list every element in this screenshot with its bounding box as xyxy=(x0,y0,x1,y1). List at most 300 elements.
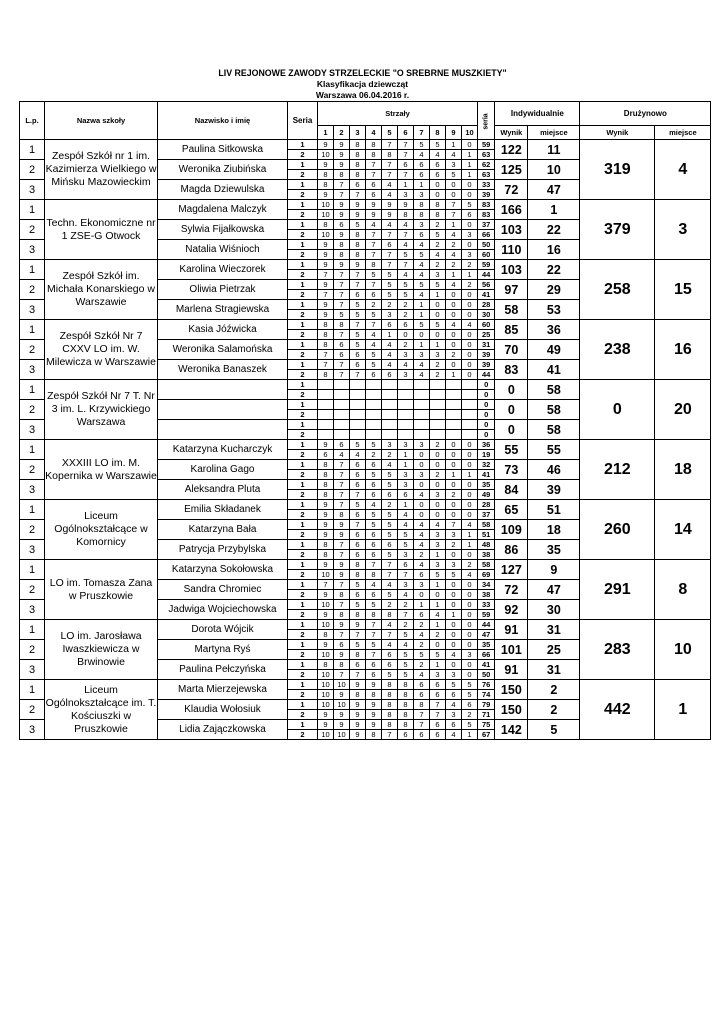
shot-number: 6 xyxy=(398,126,414,140)
individual-result: 70 xyxy=(495,340,528,360)
shot-value: 7 xyxy=(398,140,414,150)
shot-value: 0 xyxy=(462,630,478,640)
school-name: Zespół Szkół Nr 7 CXXV LO im. W. Milewicza w Warszawie xyxy=(45,320,158,380)
shot-value: 5 xyxy=(414,140,430,150)
shot-value: 5 xyxy=(462,720,478,730)
shot-value: 7 xyxy=(366,170,382,180)
shot-value xyxy=(350,400,366,410)
shot-value: 5 xyxy=(414,250,430,260)
shot-value: 2 xyxy=(430,360,446,370)
shot-value: 6 xyxy=(446,720,462,730)
shot-value: 1 xyxy=(398,500,414,510)
shot-value: 7 xyxy=(334,280,350,290)
shot-value: 0 xyxy=(462,310,478,320)
individual-result: 86 xyxy=(495,540,528,560)
shot-value: 6 xyxy=(446,690,462,700)
series-label: 1 xyxy=(288,600,318,610)
individual-place: 47 xyxy=(528,180,580,200)
shooter-lp: 3 xyxy=(20,420,45,440)
shot-value: 6 xyxy=(350,290,366,300)
shot-value: 7 xyxy=(334,330,350,340)
shot-value: 6 xyxy=(366,480,382,490)
shot-value xyxy=(430,380,446,390)
shooter-name: Oliwia Pietrzak xyxy=(158,280,288,300)
shot-value: 8 xyxy=(366,570,382,580)
shot-value: 9 xyxy=(350,200,366,210)
shot-value: 7 xyxy=(350,280,366,290)
shot-value: 6 xyxy=(350,480,366,490)
team-place: 18 xyxy=(655,440,711,500)
shot-number: 1 xyxy=(318,126,334,140)
team-result: 260 xyxy=(580,500,655,560)
individual-place: 1 xyxy=(528,200,580,220)
shot-value: 3 xyxy=(398,190,414,200)
shot-value: 5 xyxy=(398,290,414,300)
series-label: 2 xyxy=(288,410,318,420)
shot-value: 6 xyxy=(382,370,398,380)
shot-value: 7 xyxy=(382,170,398,180)
team-result: 0 xyxy=(580,380,655,440)
shot-value: 0 xyxy=(462,140,478,150)
shot-value: 7 xyxy=(366,250,382,260)
series-sum: 56 xyxy=(478,280,495,290)
shot-value: 0 xyxy=(462,360,478,370)
shot-value: 7 xyxy=(398,170,414,180)
shot-value: 5 xyxy=(366,470,382,480)
shot-value: 10 xyxy=(318,230,334,240)
shooter-lp: 1 xyxy=(20,260,45,280)
shot-value: 0 xyxy=(446,330,462,340)
shot-value: 6 xyxy=(430,690,446,700)
shot-value: 5 xyxy=(398,660,414,670)
shot-value xyxy=(430,410,446,420)
shot-value: 0 xyxy=(462,350,478,360)
school-name: Liceum Ogólnokształcące w Komornicy xyxy=(45,500,158,560)
shot-value: 0 xyxy=(462,480,478,490)
shot-value: 8 xyxy=(334,510,350,520)
shooter-name: Paulina Sitkowska xyxy=(158,140,288,160)
col-name: Nazwisko i imię xyxy=(158,102,288,140)
shot-value xyxy=(334,390,350,400)
shot-value: 1 xyxy=(430,340,446,350)
shot-value xyxy=(350,380,366,390)
team-result: 291 xyxy=(580,560,655,620)
shot-value: 2 xyxy=(430,440,446,450)
shooter-name: Martyna Ryś xyxy=(158,640,288,660)
shot-value: 0 xyxy=(414,500,430,510)
series-label: 2 xyxy=(288,610,318,620)
shot-number: 4 xyxy=(366,126,382,140)
shooter-name: Karolina Gago xyxy=(158,460,288,480)
shot-value: 7 xyxy=(334,540,350,550)
series-sum: 34 xyxy=(478,580,495,590)
shot-value: 6 xyxy=(382,320,398,330)
shot-value: 8 xyxy=(398,210,414,220)
shot-value: 5 xyxy=(462,680,478,690)
shot-value: 0 xyxy=(462,610,478,620)
shot-value: 5 xyxy=(430,280,446,290)
individual-place: 5 xyxy=(528,720,580,740)
shot-value: 9 xyxy=(334,530,350,540)
series-sum: 62 xyxy=(478,160,495,170)
shot-value: 6 xyxy=(366,370,382,380)
table-row xyxy=(20,260,711,270)
series-sum: 37 xyxy=(478,510,495,520)
shot-value: 8 xyxy=(350,170,366,180)
team-place: 3 xyxy=(655,200,711,260)
individual-result: 85 xyxy=(495,320,528,340)
series-sum: 37 xyxy=(478,220,495,230)
shot-value: 9 xyxy=(318,190,334,200)
shot-value: 5 xyxy=(382,510,398,520)
shot-value: 1 xyxy=(414,600,430,610)
shot-value: 0 xyxy=(462,510,478,520)
shot-value: 7 xyxy=(382,160,398,170)
individual-result: 109 xyxy=(495,520,528,540)
shot-value xyxy=(462,380,478,390)
shot-value: 4 xyxy=(382,640,398,650)
individual-place: 10 xyxy=(528,160,580,180)
series-sum: 0 xyxy=(478,380,495,390)
series-label: 2 xyxy=(288,510,318,520)
shot-value: 10 xyxy=(318,680,334,690)
shot-value: 2 xyxy=(462,280,478,290)
series-label: 1 xyxy=(288,460,318,470)
shot-value: 3 xyxy=(446,710,462,720)
document-title: LIV REJONOWE ZAWODY STRZELECKIE "O SREBRNE MUSZKIETY" xyxy=(218,68,507,78)
shot-value: 0 xyxy=(446,460,462,470)
shot-value: 7 xyxy=(350,520,366,530)
shot-value: 7 xyxy=(430,700,446,710)
individual-place: 51 xyxy=(528,500,580,520)
shot-value: 9 xyxy=(318,310,334,320)
shot-value: 4 xyxy=(430,150,446,160)
shot-value: 8 xyxy=(398,700,414,710)
shooter-lp: 1 xyxy=(20,620,45,640)
series-label: 2 xyxy=(288,470,318,480)
document-date: Warszawa 06.04.2016 r. xyxy=(315,90,410,100)
shot-value: 5 xyxy=(366,270,382,280)
shot-value xyxy=(446,380,462,390)
shot-value: 10 xyxy=(318,150,334,160)
shot-value: 7 xyxy=(334,470,350,480)
series-label: 2 xyxy=(288,730,318,740)
individual-result: 103 xyxy=(495,220,528,240)
shot-value: 6 xyxy=(350,360,366,370)
shooter-lp: 2 xyxy=(20,520,45,540)
shooter-name: Jadwiga Wojciechowska xyxy=(158,600,288,620)
shot-value: 9 xyxy=(366,720,382,730)
team-place: 16 xyxy=(655,320,711,380)
col-shots: Strzały xyxy=(318,102,478,126)
series-sum: 28 xyxy=(478,500,495,510)
individual-result: 91 xyxy=(495,660,528,680)
shot-value: 7 xyxy=(318,350,334,360)
shooter-name: Kasia Jóźwicka xyxy=(158,320,288,340)
series-label: 1 xyxy=(288,380,318,390)
col-individual-place: miejsce xyxy=(528,126,580,140)
shot-value: 0 xyxy=(446,450,462,460)
shot-value: 0 xyxy=(398,330,414,340)
shot-value: 0 xyxy=(430,460,446,470)
shot-value: 8 xyxy=(318,330,334,340)
shot-value: 0 xyxy=(446,480,462,490)
series-label: 2 xyxy=(288,710,318,720)
shot-value: 1 xyxy=(462,470,478,480)
table-row xyxy=(20,200,711,210)
shooter-lp: 3 xyxy=(20,360,45,380)
shot-value: 8 xyxy=(318,630,334,640)
col-series-sum-label: seria xyxy=(482,113,490,130)
shot-value: 0 xyxy=(462,440,478,450)
shot-value: 8 xyxy=(318,340,334,350)
col-lp: L.p. xyxy=(20,102,45,140)
shot-value: 4 xyxy=(382,580,398,590)
shot-value xyxy=(430,420,446,430)
shot-value: 7 xyxy=(382,570,398,580)
shot-value: 8 xyxy=(414,210,430,220)
shot-value: 1 xyxy=(430,620,446,630)
individual-place: 11 xyxy=(528,140,580,160)
shot-value: 1 xyxy=(446,140,462,150)
series-sum: 31 xyxy=(478,340,495,350)
shot-value: 0 xyxy=(462,450,478,460)
school-name: Zespół Szkół im. Michała Konarskiego w Warszawie xyxy=(45,260,158,320)
individual-result: 122 xyxy=(495,140,528,160)
shot-value: 9 xyxy=(334,710,350,720)
shot-value: 5 xyxy=(334,310,350,320)
shot-value: 6 xyxy=(430,720,446,730)
shot-value: 5 xyxy=(350,310,366,320)
shot-value: 6 xyxy=(350,530,366,540)
shot-value: 0 xyxy=(430,450,446,460)
table-row xyxy=(20,500,711,510)
shot-number: 2 xyxy=(334,126,350,140)
shot-value: 10 xyxy=(318,600,334,610)
series-label: 1 xyxy=(288,280,318,290)
shot-value: 2 xyxy=(430,470,446,480)
shot-value: 8 xyxy=(318,660,334,670)
shot-value: 4 xyxy=(446,650,462,660)
results-table xyxy=(19,101,711,740)
shot-value: 7 xyxy=(334,580,350,590)
series-sum: 44 xyxy=(478,620,495,630)
series-sum: 49 xyxy=(478,490,495,500)
shot-value xyxy=(398,430,414,440)
shooter-lp: 1 xyxy=(20,320,45,340)
shot-value: 0 xyxy=(446,190,462,200)
shot-value: 9 xyxy=(366,200,382,210)
individual-place: 58 xyxy=(528,420,580,440)
table-row xyxy=(20,620,711,630)
shot-value: 7 xyxy=(334,480,350,490)
shot-value: 0 xyxy=(414,510,430,520)
shot-value: 8 xyxy=(350,690,366,700)
individual-result: 83 xyxy=(495,360,528,380)
shooter-name: Sylwia Fijałkowska xyxy=(158,220,288,240)
shooter-lp: 3 xyxy=(20,720,45,740)
shot-value: 6 xyxy=(366,550,382,560)
shot-value: 8 xyxy=(318,540,334,550)
shot-value: 6 xyxy=(334,340,350,350)
shot-value: 4 xyxy=(334,450,350,460)
shot-value: 3 xyxy=(398,370,414,380)
shot-value: 9 xyxy=(350,620,366,630)
series-label: 1 xyxy=(288,360,318,370)
shot-value xyxy=(318,400,334,410)
shot-value: 6 xyxy=(398,730,414,740)
series-sum: 28 xyxy=(478,300,495,310)
shot-value: 10 xyxy=(318,700,334,710)
shot-value: 8 xyxy=(366,260,382,270)
shot-value: 3 xyxy=(414,190,430,200)
shot-value: 7 xyxy=(446,210,462,220)
shot-value: 9 xyxy=(318,300,334,310)
shot-value xyxy=(382,430,398,440)
shot-value: 7 xyxy=(366,650,382,660)
individual-place: 31 xyxy=(528,620,580,640)
shot-value: 0 xyxy=(462,580,478,590)
shot-value: 0 xyxy=(462,670,478,680)
document-subtitle: Klasyfikacja dziewcząt xyxy=(316,79,409,89)
shot-value: 9 xyxy=(334,150,350,160)
shot-value: 7 xyxy=(334,180,350,190)
shot-value: 4 xyxy=(446,230,462,240)
series-sum: 35 xyxy=(478,640,495,650)
shooter-lp: 3 xyxy=(20,480,45,500)
team-place: 1 xyxy=(655,680,711,740)
series-sum: 33 xyxy=(478,600,495,610)
shooter-lp: 2 xyxy=(20,640,45,660)
shot-value: 4 xyxy=(462,570,478,580)
shot-value: 7 xyxy=(334,370,350,380)
shot-value: 1 xyxy=(462,150,478,160)
shot-value: 5 xyxy=(382,520,398,530)
shot-value: 9 xyxy=(334,140,350,150)
shot-value: 2 xyxy=(398,600,414,610)
series-sum: 50 xyxy=(478,240,495,250)
shot-value: 5 xyxy=(382,280,398,290)
shot-value: 1 xyxy=(446,610,462,620)
shot-value: 4 xyxy=(382,180,398,190)
shot-value: 6 xyxy=(350,540,366,550)
shot-value: 9 xyxy=(334,690,350,700)
school-name: Liceum Ogólnokształcące im. T. Kościuszki w Pruszkowie xyxy=(45,680,158,740)
series-label: 2 xyxy=(288,630,318,640)
results-body xyxy=(20,140,711,740)
shot-value: 4 xyxy=(414,630,430,640)
series-sum: 66 xyxy=(478,650,495,660)
series-sum: 63 xyxy=(478,170,495,180)
shot-value: 7 xyxy=(350,320,366,330)
shot-value: 5 xyxy=(430,650,446,660)
shot-value: 0 xyxy=(446,600,462,610)
shot-value: 5 xyxy=(350,330,366,340)
shot-value: 8 xyxy=(318,170,334,180)
col-school: Nazwa szkoły xyxy=(45,102,158,140)
shot-value: 0 xyxy=(462,490,478,500)
col-series-sum xyxy=(478,102,495,140)
shot-value: 7 xyxy=(382,230,398,240)
shot-value: 1 xyxy=(382,330,398,340)
series-sum: 75 xyxy=(478,720,495,730)
shot-value: 2 xyxy=(382,450,398,460)
shot-value: 0 xyxy=(414,480,430,490)
shooter-name: Paulina Pełczyńska xyxy=(158,660,288,680)
shot-value: 2 xyxy=(446,240,462,250)
series-label: 1 xyxy=(288,340,318,350)
shot-value xyxy=(318,380,334,390)
shot-value: 8 xyxy=(350,160,366,170)
shot-value: 6 xyxy=(398,320,414,330)
individual-place: 58 xyxy=(528,400,580,420)
shooter-lp: 3 xyxy=(20,300,45,320)
series-sum: 60 xyxy=(478,250,495,260)
series-label: 2 xyxy=(288,290,318,300)
individual-result: 0 xyxy=(495,420,528,440)
shot-value: 5 xyxy=(382,530,398,540)
series-label: 2 xyxy=(288,650,318,660)
shot-value: 6 xyxy=(366,190,382,200)
shot-value: 8 xyxy=(366,150,382,160)
shooter-name: Sandra Chromiec xyxy=(158,580,288,600)
shot-value: 6 xyxy=(366,590,382,600)
shot-value: 2 xyxy=(462,260,478,270)
shot-value xyxy=(446,420,462,430)
shot-value: 1 xyxy=(414,340,430,350)
shot-value: 8 xyxy=(350,250,366,260)
shot-value xyxy=(334,400,350,410)
school-name: XXXIII LO im. M. Kopernika w Warszawie xyxy=(45,440,158,500)
shot-value: 7 xyxy=(318,580,334,590)
series-label: 1 xyxy=(288,180,318,190)
shot-value: 0 xyxy=(446,580,462,590)
shot-value xyxy=(398,390,414,400)
shot-value: 5 xyxy=(350,580,366,590)
individual-result: 142 xyxy=(495,720,528,740)
shot-value: 0 xyxy=(446,360,462,370)
shot-value: 4 xyxy=(382,190,398,200)
shot-value: 3 xyxy=(382,440,398,450)
series-sum: 41 xyxy=(478,660,495,670)
shooter-lp: 2 xyxy=(20,280,45,300)
individual-result: 55 xyxy=(495,440,528,460)
col-series: Seria xyxy=(288,102,318,140)
shot-value: 9 xyxy=(382,200,398,210)
shot-value: 2 xyxy=(366,450,382,460)
shot-value: 5 xyxy=(398,280,414,290)
shot-number: 7 xyxy=(414,126,430,140)
series-label: 1 xyxy=(288,320,318,330)
shot-value: 8 xyxy=(350,230,366,240)
shot-value: 0 xyxy=(446,660,462,670)
shot-value xyxy=(334,410,350,420)
shot-value: 5 xyxy=(382,470,398,480)
col-team-result: Wynik xyxy=(580,126,655,140)
shot-value: 2 xyxy=(398,300,414,310)
shot-value: 6 xyxy=(414,680,430,690)
shot-value: 6 xyxy=(414,690,430,700)
series-sum: 83 xyxy=(478,200,495,210)
shot-number: 10 xyxy=(462,126,478,140)
shot-value: 3 xyxy=(414,580,430,590)
shot-value: 3 xyxy=(430,540,446,550)
shot-value: 8 xyxy=(430,200,446,210)
shot-value: 6 xyxy=(462,210,478,220)
series-label: 2 xyxy=(288,670,318,680)
shot-value: 1 xyxy=(462,160,478,170)
shot-value: 8 xyxy=(318,460,334,470)
